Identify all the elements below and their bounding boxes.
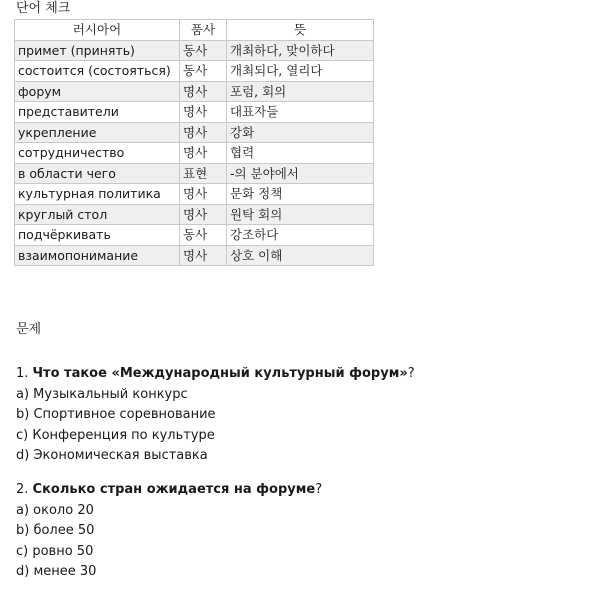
- cell-meaning: 강조하다: [227, 225, 374, 246]
- vocab-section-title: 단어 체크: [16, 1, 71, 16]
- table-row: [15, 184, 374, 205]
- cell-part-of-speech: 명사: [180, 204, 227, 225]
- table-row: [15, 163, 374, 184]
- cell-part-of-speech: 명사: [180, 102, 227, 123]
- questions-heading: 문제: [16, 322, 42, 337]
- question-mark: ?: [407, 366, 415, 381]
- table-row: [15, 61, 374, 82]
- cell-russian: круглый стол: [15, 204, 180, 225]
- cell-russian: примет (принять): [15, 40, 180, 61]
- cell-russian: подчёркивать: [15, 225, 180, 246]
- table-row: [15, 245, 374, 266]
- cell-meaning: 상호 이해: [227, 245, 374, 266]
- cell-russian: состоится (состояться): [15, 61, 180, 82]
- cell-meaning: 원탁 회의: [227, 204, 374, 225]
- cell-part-of-speech: 표현: [180, 163, 227, 184]
- table-row: [15, 81, 374, 102]
- question-mark: ?: [315, 482, 323, 497]
- option-c: c) Конференция по культуре: [16, 427, 215, 443]
- cell-part-of-speech: 명사: [180, 81, 227, 102]
- cell-part-of-speech: 명사: [180, 245, 227, 266]
- cell-russian: форум: [15, 81, 180, 102]
- cell-russian: сотрудничество: [15, 143, 180, 164]
- question-prompt: [16, 480, 322, 501]
- cell-part-of-speech: 명사: [180, 143, 227, 164]
- question-prompt: [16, 364, 415, 385]
- question-text: Сколько стран ожидается на форуме: [32, 482, 316, 497]
- question-number: 1.: [16, 366, 29, 381]
- option-c: c) ровно 50: [16, 543, 94, 559]
- cell-russian: взаимопонимание: [15, 245, 180, 266]
- cell-russian: в области чего: [15, 163, 180, 184]
- option-b: b) Спортивное соревнование: [16, 407, 216, 422]
- cell-meaning: 포럼, 회의: [227, 81, 374, 102]
- vocab-table: [14, 19, 374, 266]
- cell-meaning: 대표자들: [227, 102, 374, 123]
- cell-part-of-speech: 동사: [180, 61, 227, 82]
- cell-russian: представители: [15, 102, 180, 123]
- table-row: [15, 102, 374, 123]
- option-b: b) более 50: [16, 523, 95, 538]
- cell-meaning: 강화: [227, 122, 374, 143]
- cell-part-of-speech: 명사: [180, 122, 227, 143]
- cell-part-of-speech: 동사: [180, 40, 227, 61]
- cell-meaning: -의 분야에서: [227, 163, 374, 184]
- option-d: d) менее 30: [16, 564, 97, 579]
- table-row: [15, 40, 374, 61]
- table-row: [15, 225, 374, 246]
- table-row: [15, 143, 374, 164]
- cell-part-of-speech: 동사: [180, 225, 227, 246]
- cell-meaning: 협력: [227, 143, 374, 164]
- cell-meaning: 문화 정책: [227, 184, 374, 205]
- question-number: 2.: [16, 482, 29, 497]
- cell-meaning: 개최하다, 맞이하다: [227, 40, 374, 61]
- cell-part-of-speech: 명사: [180, 184, 227, 205]
- header-meaning: 뜻: [227, 20, 374, 41]
- question-2: [16, 480, 322, 583]
- cell-russian: культурная политика: [15, 184, 180, 205]
- option-d: d) Экономическая выставка: [16, 448, 208, 463]
- cell-russian: укрепление: [15, 122, 180, 143]
- question-text: Что такое «Международный культурный форум»: [32, 366, 408, 381]
- header-part-of-speech: 품사: [180, 20, 227, 41]
- option-a: a) около 20: [16, 502, 94, 518]
- header-russian: 러시아어: [15, 20, 180, 41]
- option-a: a) Музыкальный конкурс: [16, 386, 188, 402]
- question-1: [16, 364, 415, 467]
- vocab-header-row: [15, 20, 374, 41]
- table-row: [15, 122, 374, 143]
- table-row: [15, 204, 374, 225]
- cell-meaning: 개최되다, 열리다: [227, 61, 374, 82]
